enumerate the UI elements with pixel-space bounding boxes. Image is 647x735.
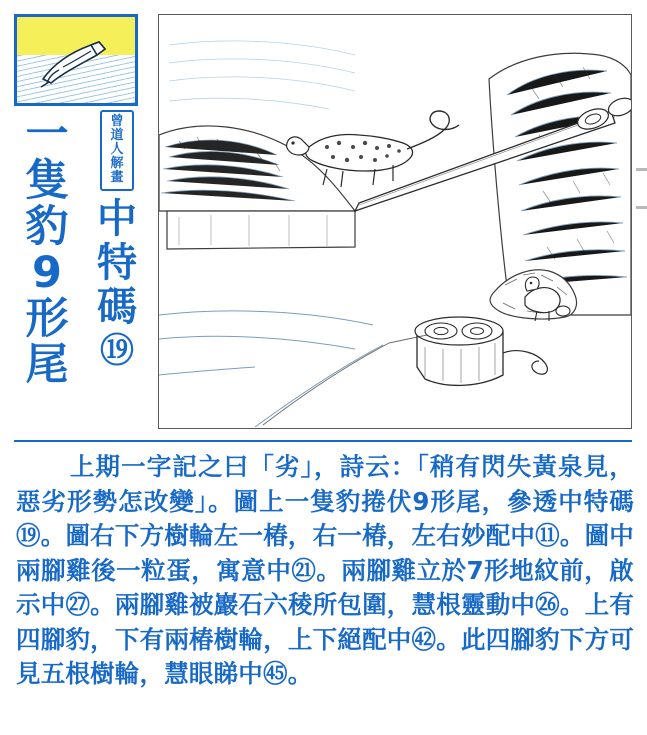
number-badge: ⑲ bbox=[100, 331, 134, 371]
title-char-5: 形 bbox=[25, 294, 69, 344]
title-char-1: 一 bbox=[25, 110, 69, 160]
author-stamp bbox=[100, 110, 134, 191]
stamp-char-2: 道 bbox=[110, 128, 124, 143]
stamp-char-1: 曾 bbox=[110, 114, 124, 129]
article-body: 上期一字記之曰「劣」，詩云：「稍有閃失黃泉見，惡劣形勢怎改變」。圖上一隻豹捲伏9形尾，參透中特碼⑲。圖右下方樹輪左一椿，右一椿，左右妙配中⑪。圖中兩腳雞後一粒蛋，寓意中㉑。兩腳雞立於7形地紋前，啟示中㉗。兩腳雞被巖石六稜所包圍，慧根靈動中㉖。上有四腳豹，下有兩椿樹輪，上下絕配中㊷。此四腳豹下方可見五根樹輪，慧眼睇中㊺。 bbox=[16, 452, 634, 688]
subtitle-char-1: 中 bbox=[97, 196, 137, 242]
subtitle-char-2: 特 bbox=[97, 240, 137, 286]
illustration-drawing bbox=[159, 15, 631, 428]
title-char-4: 9 bbox=[32, 248, 62, 298]
stamp-char-3: 人 bbox=[110, 142, 124, 157]
title-char-6: 尾 bbox=[25, 340, 69, 390]
scan-edge-mark-1 bbox=[636, 168, 647, 171]
stamp-char-5: 畫 bbox=[110, 170, 124, 185]
subtitle-char-3: 碼 bbox=[97, 284, 137, 330]
page-title bbox=[20, 112, 74, 388]
section-divider bbox=[14, 440, 632, 442]
illustration-panel bbox=[158, 14, 632, 429]
logo-box bbox=[14, 14, 138, 106]
title-char-3: 豹 bbox=[25, 202, 69, 252]
subtitle-column bbox=[86, 110, 148, 371]
hand-writing-icon bbox=[39, 39, 117, 89]
title-char-2: 隻 bbox=[25, 156, 69, 206]
scan-edge-mark-2 bbox=[636, 206, 647, 209]
stamp-char-4: 解 bbox=[110, 156, 124, 171]
